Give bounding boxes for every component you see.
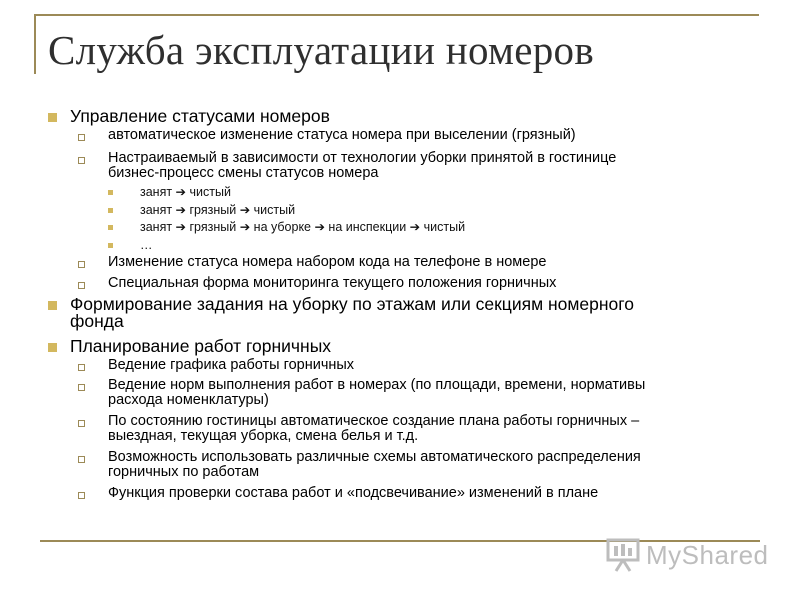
presentation-board-icon	[606, 538, 642, 572]
bullet-text-line-1: Ведение норм выполнения работ в номерах (по площади, времени, нормативы	[108, 377, 646, 393]
bullet-text: Функция проверки состава работ и «подсвечивание» изменений в плане	[108, 485, 599, 501]
bullet-text-line-2: фонда	[70, 311, 124, 331]
bullet-text-line-1: Формирование задания на уборку по этажам или секциям номерного	[70, 294, 634, 314]
small-square-bullet-icon	[108, 208, 113, 213]
small-square-bullet-icon	[108, 243, 113, 248]
slide-title: Служба эксплуатации номеров	[48, 27, 595, 73]
bullet-text: занят ➔ грязный ➔ чистый	[140, 203, 296, 217]
hollow-square-bullet-icon	[78, 282, 85, 289]
bullet-text: …	[140, 238, 153, 252]
small-square-bullet-icon	[108, 225, 113, 230]
bullet-text: занят ➔ чистый	[140, 185, 231, 199]
hollow-square-bullet-icon	[78, 456, 85, 463]
hollow-square-bullet-icon	[78, 384, 85, 391]
small-square-bullet-icon	[108, 190, 113, 195]
bullet-text-line-2: выездная, текущая уборка, смена белья и т.д.	[108, 428, 419, 444]
bullet-text-line-2: расхода номенклатуры)	[108, 392, 269, 408]
square-bullet-icon	[48, 301, 57, 310]
hollow-square-bullet-icon	[78, 157, 85, 164]
bullet-text: Специальная форма мониторинга текущего положения горничных	[108, 275, 557, 291]
watermark-text: MyShared	[646, 540, 769, 570]
bullet-text: Изменение статуса номера набором кода на телефоне в номере	[108, 254, 547, 270]
bullet-text: автоматическое изменение статуса номера при выселении (грязный)	[108, 127, 576, 143]
hollow-square-bullet-icon	[78, 364, 85, 371]
bullet-text: занят ➔ грязный ➔ на уборке ➔ на инспекции ➔ чистый	[140, 220, 466, 234]
hollow-square-bullet-icon	[78, 420, 85, 427]
bullet-text-line-2: горничных по работам	[108, 464, 260, 480]
hollow-square-bullet-icon	[78, 134, 85, 141]
bullet-text-line-1: По состоянию гостиницы автоматическое создание плана работы горничных –	[108, 413, 640, 429]
square-bullet-icon	[48, 113, 57, 122]
watermark-logo	[606, 536, 769, 576]
bullet-text: Планирование работ горничных	[70, 336, 332, 356]
bullet-text: Ведение графика работы горничных	[108, 357, 355, 373]
hollow-square-bullet-icon	[78, 492, 85, 499]
bullet-text-line-1: Возможность использовать различные схемы автоматического распределения	[108, 449, 641, 465]
bullet-text-line-1: Настраиваемый в зависимости от технологии уборки принятой в гостинице	[108, 150, 617, 166]
bullet-text-line-2: бизнес-процесс смены статусов номера	[108, 165, 379, 181]
hollow-square-bullet-icon	[78, 261, 85, 268]
bullet-text: Управление статусами номеров	[70, 106, 330, 126]
square-bullet-icon	[48, 343, 57, 352]
